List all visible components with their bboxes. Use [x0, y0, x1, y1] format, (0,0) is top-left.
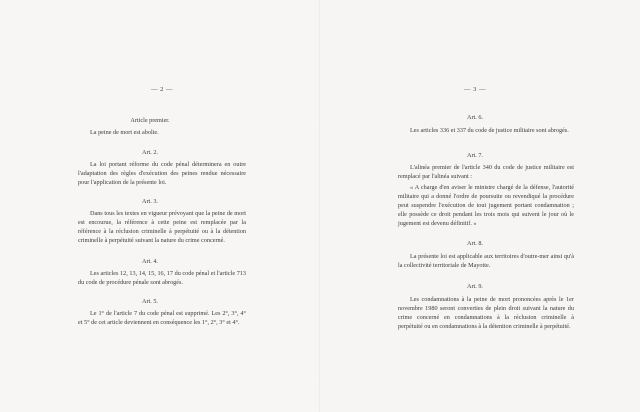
page-number: — 2 —	[151, 86, 173, 93]
article-heading: Art. 3.	[142, 198, 158, 205]
article-heading: Art. 7.	[467, 152, 483, 159]
quoted-amendment: « A charge d'en aviser le ministre chargé de la défense, l'autorité militaire qui a donné l'ordre de poursuite ou revendiqué la procédure peut suspendre l'exécution de tout jugement portant condamnation ; elle possède ce droit pendant les trois mois qui suivent le jour où le jugement est devenu définitif. »	[398, 184, 574, 227]
page-number: — 3 —	[464, 86, 486, 93]
article-heading: Article premier.	[130, 117, 170, 124]
article-heading: Art. 5.	[142, 298, 158, 305]
article-text: La loi portant réforme du code pénal déterminera en outre l'adaptation des règles d'exécution des peines rendue nécessaire pour l'application de la présente loi.	[78, 161, 246, 186]
article-heading: Art. 6.	[467, 114, 483, 121]
article-text: Les articles 336 et 337 du code de justice militaire sont abrogés.	[410, 127, 569, 134]
article-text: Le 1° de l'article 7 du code pénal est supprimé. Les 2°, 3°, 4° et 5° de cet article deviennent en conséquence les 1°, 2°, 3° et 4°.	[78, 310, 246, 326]
article-heading: Art. 9.	[467, 283, 483, 290]
article-text: Dans tous les textes en vigueur prévoyant que la peine de mort est encourue, la référence à cette peine est remplacée par la référence à la réclusion criminelle à perpétuité ou à la détention criminelle à perpétuité suivant la nature du crime concerné.	[78, 210, 246, 244]
article-text: Les articles 12, 13, 14, 15, 16, 17 du code pénal et l'article 713 du code de procédure pénale sont abrogés.	[78, 270, 246, 286]
article-heading: Art. 8.	[467, 240, 483, 247]
article-text: La peine de mort est abolie.	[90, 129, 159, 136]
article-heading: Art. 2.	[142, 149, 158, 156]
article-heading: Art. 4.	[142, 258, 158, 265]
article-text: L'alinéa premier de l'article 340 du code de justice militaire est remplacé par l'alinéa suivant :	[398, 164, 574, 180]
article-text: Les condamnations à la peine de mort prononcées après le 1er novembre 1980 seront converties de plein droit suivant la nature du crime concerné en condamnations à la réclusion criminelle à perpétuité ou en condamnations à la détention criminelle à perpétuité.	[398, 296, 574, 330]
right-page	[320, 0, 640, 412]
article-text: La présente loi est applicable aux territoires d'outre-mer ainsi qu'à la collectivité territoriale de Mayotte.	[398, 253, 574, 269]
